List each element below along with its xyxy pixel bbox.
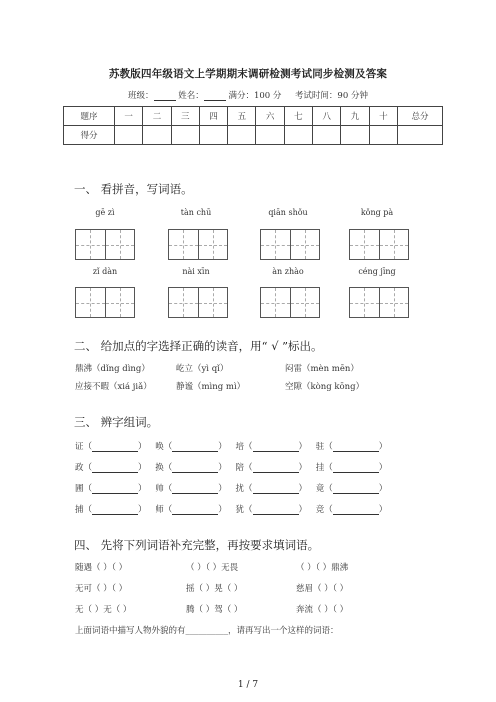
answer-blank[interactable] (253, 463, 299, 473)
table-cell: 八 (313, 107, 341, 126)
char-label: 换 (155, 463, 164, 473)
char-label: 捕 (75, 505, 84, 515)
section-4-heading: 四、 先将下列词语补充完整，再按要求填词语。 (74, 538, 320, 552)
table-cell: 九 (341, 107, 369, 126)
grid-cell (105, 230, 135, 259)
table-cell: 总分 (398, 107, 443, 126)
table-cell: 六 (256, 107, 284, 126)
grid-cell (169, 230, 198, 259)
name-label: 姓名： (178, 91, 204, 101)
char-label: 陪 (235, 463, 244, 473)
answer-blank[interactable] (92, 442, 138, 452)
writing-grid[interactable] (168, 229, 228, 260)
writing-grid[interactable] (168, 287, 228, 318)
table-cell: 七 (284, 107, 312, 126)
char-label: 竞 (315, 505, 325, 515)
grid-cell (169, 288, 198, 317)
table-cell: 二 (143, 107, 171, 126)
idiom-fill[interactable]: 摇（ ）晃（ ） (186, 584, 243, 594)
class-label: 班级： (128, 91, 154, 101)
idiom-fill[interactable]: 奔流（ ）（ ） (296, 605, 349, 615)
grid-cell (290, 288, 320, 317)
idiom-question: 上面词语中描写人物外貌的有__________，请再写出一个这样的词语： (75, 626, 339, 636)
writing-grid[interactable] (349, 229, 409, 260)
word-group-row: 捕（ ） 师（ ） 犹（ ） 竞（ ） (75, 505, 388, 515)
answer-blank[interactable] (333, 505, 379, 515)
pinyin-label: tàn chū (180, 208, 212, 217)
section-3-heading: 三、 辨字组词。 (74, 415, 159, 429)
score-entry-cell[interactable] (398, 126, 443, 145)
score-entry-cell[interactable] (143, 126, 171, 145)
char-label: 师 (155, 505, 164, 515)
answer-blank[interactable] (92, 505, 138, 515)
answer-blank[interactable] (92, 484, 138, 494)
score-entry-cell[interactable] (199, 126, 227, 145)
table-cell: 十 (369, 107, 397, 126)
class-blank (154, 91, 176, 101)
char-label: 培 (235, 442, 244, 452)
grid-cell (379, 288, 409, 317)
answer-blank[interactable] (172, 484, 218, 494)
writing-grid[interactable] (349, 287, 409, 318)
pinyin-label: zǐ dàn (92, 267, 118, 276)
idiom-fill[interactable]: 随遇（ ）（ ） (75, 563, 128, 573)
table-cell: 四 (199, 107, 227, 126)
score-table-header-row (64, 107, 443, 126)
grid-cell (198, 288, 228, 317)
char-label: 驻 (315, 442, 325, 452)
writing-grid[interactable] (75, 229, 135, 260)
answer-blank[interactable] (172, 505, 218, 515)
char-label: 竟 (315, 484, 325, 494)
pinyin-label: kǒng pà (360, 208, 394, 217)
reading-choice[interactable]: 应接不暇（xiá jiǎ） (75, 382, 152, 392)
grid-cell (261, 288, 290, 317)
exam-time: 考试时间：90 分钟 (294, 91, 368, 101)
pinyin-label: àn zhào (272, 267, 304, 276)
pinyin-label: gē zì (95, 208, 115, 217)
grid-cell (261, 230, 290, 259)
grid-cell (350, 288, 379, 317)
writing-grid[interactable] (75, 287, 135, 318)
section-2-heading: 二、 给加点的字选择正确的读音，用“ √ ”标出。 (74, 339, 323, 353)
answer-blank[interactable] (172, 463, 218, 473)
word-group-row: 证（ ） 唤（ ） 培（ ） 驻（ ） (75, 442, 388, 452)
answer-blank[interactable] (92, 463, 138, 473)
score-table (63, 106, 443, 145)
char-label: 圃 (75, 484, 84, 494)
answer-blank[interactable] (333, 463, 379, 473)
char-label: 扰 (235, 484, 244, 494)
table-cell: 一 (115, 107, 143, 126)
table-cell: 得分 (64, 126, 115, 145)
answer-blank[interactable] (333, 484, 379, 494)
char-label: 唤 (155, 442, 164, 452)
exam-info-line (0, 89, 496, 101)
grid-cell (198, 230, 228, 259)
reading-choice[interactable]: 闷雷（mèn mēn） (285, 364, 359, 374)
grid-cell (76, 288, 105, 317)
idiom-fill[interactable]: （ ）（ ）鼎沸 (296, 563, 349, 573)
grid-cell (290, 230, 320, 259)
score-entry-cell[interactable] (171, 126, 199, 145)
writing-grid[interactable] (260, 229, 320, 260)
reading-choice[interactable]: 屹立（yì qǐ） (176, 364, 229, 374)
score-entry-cell[interactable] (228, 126, 256, 145)
reading-choice[interactable]: 空隙（kòng kōng） (285, 382, 365, 392)
table-cell: 三 (171, 107, 199, 126)
score-table-score-row (64, 126, 443, 145)
word-group-row: 圃（ ） 帅（ ） 扰（ ） 竟（ ） (75, 484, 388, 494)
idiom-fill[interactable]: （ ）（ ）无畏 (186, 563, 239, 573)
idiom-fill[interactable]: 无可（ ）（ ） (75, 584, 128, 594)
table-cell: 题序 (64, 107, 115, 126)
full-score: 满分：100 分 (228, 91, 282, 101)
name-blank (204, 91, 226, 101)
answer-blank[interactable] (333, 442, 379, 452)
pinyin-label: nài xīn (182, 267, 210, 276)
answer-blank[interactable] (253, 505, 299, 515)
word-group-row: 政（ ） 换（ ） 陪（ ） 挂（ ） (75, 463, 388, 473)
answer-blank[interactable] (253, 484, 299, 494)
char-label: 挂 (315, 463, 325, 473)
idiom-fill[interactable]: 无（ ）无（ ） (75, 605, 132, 615)
score-entry-cell[interactable] (115, 126, 143, 145)
score-entry-cell[interactable] (313, 126, 341, 145)
char-label: 帅 (155, 484, 164, 494)
score-entry-cell[interactable] (284, 126, 312, 145)
pinyin-label: qiān shǒu (268, 208, 308, 217)
page-number: 1 / 7 (237, 680, 259, 690)
grid-cell (105, 288, 135, 317)
char-label: 证 (75, 442, 84, 452)
table-cell: 五 (228, 107, 256, 126)
grid-cell (379, 230, 409, 259)
char-label: 犹 (235, 505, 244, 515)
reading-choice[interactable]: 静谧（mìng mì） (176, 382, 246, 392)
grid-cell (350, 230, 379, 259)
answer-blank[interactable] (172, 442, 218, 452)
writing-grid[interactable] (260, 287, 320, 318)
pinyin-label: céng jīng (358, 267, 396, 276)
reading-choice[interactable]: 鼎沸（dǐng dìng） (75, 364, 150, 374)
answer-blank[interactable] (253, 442, 299, 452)
char-label: 政 (75, 463, 84, 473)
section-1-heading: 一、 看拼音，写词语。 (74, 182, 193, 196)
idiom-fill[interactable]: 腾（ ）驾（ ） (186, 605, 243, 615)
idiom-fill[interactable]: 慈眉（ ）（ ） (296, 584, 349, 594)
grid-cell (76, 230, 105, 259)
score-entry-cell[interactable] (256, 126, 284, 145)
document-title: 苏教版四年级语文上学期期末调研检测考试同步检测及答案 (108, 68, 388, 80)
score-entry-cell[interactable] (341, 126, 369, 145)
score-entry-cell[interactable] (369, 126, 397, 145)
